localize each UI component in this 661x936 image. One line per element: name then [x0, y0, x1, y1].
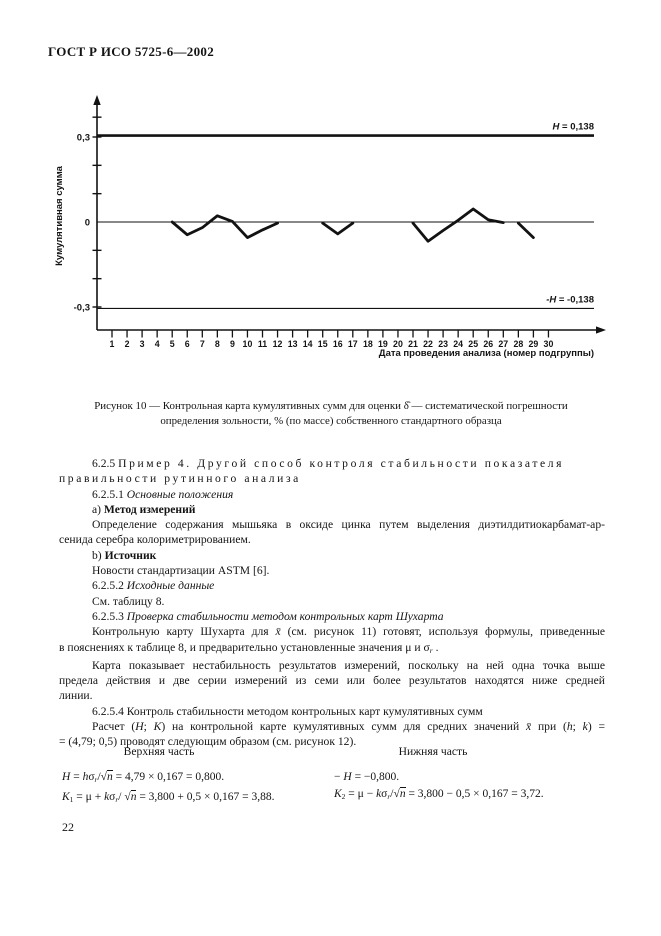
text-segment: Проверка стабильности методом контрольных карт Шухарта	[126, 609, 444, 623]
cusum-control-chart	[48, 94, 614, 379]
text-segment: r	[94, 775, 98, 784]
x-tick-label: 4	[154, 339, 160, 349]
x-tick-label: 3	[139, 339, 145, 349]
text-segment: 6.2.5	[92, 457, 119, 470]
y-tick-label: 0,3	[76, 132, 90, 144]
text-segment: x̄	[526, 720, 532, 734]
x-tick-label: 10	[242, 339, 253, 349]
formula-header-upper-part: Верхняя часть	[123, 745, 195, 758]
x-tick-label: 21	[408, 339, 418, 349]
text-segment: k	[376, 787, 382, 800]
text-segment: k	[582, 720, 588, 734]
x-tick-label: 15	[317, 339, 328, 349]
x-tick-label: 14	[302, 339, 313, 349]
text-line	[59, 704, 605, 719]
text-segment: 1	[69, 794, 74, 804]
text-segment: Расчет (	[92, 720, 136, 734]
x-axis-arrow-icon	[596, 326, 606, 333]
x-tick-label: 19	[378, 339, 388, 349]
y-tick-label: -0,3	[73, 302, 90, 314]
text-line	[59, 532, 605, 547]
text-segment: См. таблицу 8.	[92, 594, 165, 608]
x-tick-label: 28	[513, 339, 524, 349]
text-segment: K	[62, 790, 70, 803]
text-line	[59, 594, 605, 609]
text-segment: x̄	[275, 625, 281, 639]
text-segment: σ	[109, 790, 116, 803]
text-segment: 6.2.5.2	[92, 579, 127, 593]
text-segment: сенида серебра колориметрированием.	[59, 533, 251, 547]
text-segment: ;	[143, 720, 154, 734]
text-segment: H	[62, 771, 71, 783]
x-tick-label: 29	[528, 339, 539, 349]
page-number: 22	[62, 820, 74, 834]
text-segment: (см. рисунок 11) готовят, используя формулы, приведенные	[280, 625, 605, 639]
text-segment: предела действия и две серии измерений из семи или более результатов находятся ниже средней	[59, 674, 605, 688]
figure-caption-line-1: Рисунок 10 — Контрольная карта кумулятивных сумм для оценки δ̂ — систематической погрешности	[94, 400, 568, 412]
x-tick-label: 16	[332, 339, 343, 349]
text-line	[59, 609, 605, 624]
limit-line-label: -H = -0,138	[546, 294, 594, 306]
text-segment: при (	[531, 720, 567, 734]
text-segment: Контрольную карту Шухарта для	[92, 625, 276, 639]
text-segment: K	[334, 787, 342, 800]
text-segment: Новости стандартизации ASTM [6].	[92, 564, 270, 578]
x-tick-label: 12	[272, 339, 283, 349]
text-line	[62, 789, 275, 809]
text-segment: n	[130, 790, 137, 803]
text-segment: Пример 4. Другой способ контроля стабильности показателя	[118, 457, 565, 470]
text-line	[59, 578, 605, 593]
text-segment: σ	[88, 771, 95, 783]
text-segment: = μ −	[345, 787, 377, 800]
text-segment: −	[334, 771, 344, 783]
text-segment: / √	[118, 790, 131, 803]
text-segment: = 3,800 + 0,5 × 0,167 = 3,88.	[136, 790, 275, 803]
text-segment: .	[432, 640, 439, 654]
x-tick-label: 6	[184, 339, 190, 349]
cusum-line	[413, 209, 503, 241]
text-line	[334, 786, 544, 806]
text-segment: Источник	[104, 548, 157, 562]
limit-line-label: H = 0,138	[552, 121, 594, 133]
text-line	[59, 471, 605, 486]
formula-header-lower-part: Нижняя часть	[398, 745, 468, 758]
x-tick-label: 20	[393, 339, 403, 349]
text-line	[59, 688, 605, 703]
text-segment: /√	[390, 787, 400, 800]
text-segment: линии.	[59, 689, 93, 703]
text-line	[59, 673, 605, 688]
text-segment: правильности рутинного анализа	[59, 472, 301, 486]
x-tick-label: 11	[257, 339, 268, 349]
x-tick-label: 13	[287, 339, 298, 349]
text-segment: = (4,79; 0,5) проводят следующим образом (см. рисунок 12).	[59, 735, 357, 749]
text-segment: 6.2.5.3	[92, 609, 127, 623]
text-segment: 6.2.5.1	[92, 487, 127, 501]
text-segment: h	[566, 720, 573, 734]
text-segment: 2	[341, 791, 346, 801]
text-segment: а)	[92, 502, 104, 516]
text-segment: ) на контрольной карте кумулятивных сумм для средних значений	[161, 720, 526, 734]
y-tick-label: 0	[84, 217, 90, 229]
text-segment: в пояснениях к таблице 8, и предварительно установленные значения μ и σ	[59, 640, 430, 654]
text-segment: 6.2.5.4 Контроль стабильности методом контрольных карт кумулятивных сумм	[92, 704, 483, 718]
x-tick-label: 18	[362, 339, 373, 349]
text-line	[59, 658, 605, 673]
figure-caption	[48, 399, 614, 429]
text-segment: K	[153, 720, 162, 734]
cusum-line	[172, 216, 277, 238]
text-segment: ) =	[587, 720, 606, 734]
text-line	[59, 487, 605, 502]
figure-caption-line-2: определения зольности, % (по массе) собственного стандартного образца	[160, 415, 502, 427]
x-tick-label: 5	[169, 339, 175, 349]
text-segment: σ	[381, 787, 388, 800]
x-tick-label: 2	[124, 339, 130, 349]
text-line	[59, 502, 605, 517]
cusum-line	[323, 223, 353, 234]
body-text	[59, 456, 605, 750]
x-tick-label: 1	[109, 339, 115, 349]
text-segment: k	[104, 790, 110, 803]
x-tick-label: 9	[229, 339, 235, 349]
x-tick-label: 7	[199, 339, 205, 349]
text-segment: =	[70, 771, 83, 783]
text-segment: = −0,800.	[351, 771, 400, 783]
x-tick-label: 30	[543, 339, 554, 349]
text-line	[59, 456, 605, 471]
x-tick-label: 8	[214, 339, 220, 349]
text-segment: = 3,800 − 0,5 × 0,167 = 3,72.	[405, 787, 544, 800]
text-segment: n	[106, 771, 113, 783]
text-segment: r	[387, 791, 391, 801]
text-segment: Карта показывает нестабильность результатов измерений, поскольку на ней одна точка выше	[92, 658, 605, 672]
text-segment: = 4,79 × 0,167 = 0,800.	[112, 771, 225, 783]
x-tick-label: 27	[498, 339, 509, 349]
text-segment: H	[343, 771, 352, 783]
x-tick-label: 22	[423, 339, 433, 349]
y-axis-title: Кумулятивная сумма	[54, 166, 65, 266]
text-line	[59, 563, 605, 578]
text-segment: Основные положения	[126, 487, 234, 501]
x-axis-title: Дата проведения анализа (номер подгруппы)	[378, 348, 594, 359]
text-segment: r	[115, 794, 119, 804]
x-tick-label: 25	[468, 339, 479, 349]
text-segment: b)	[92, 548, 105, 562]
text-segment: r	[429, 645, 433, 655]
standard-number-header: ГОСТ Р ИСО 5725-6—2002	[48, 44, 215, 59]
x-tick-label: 26	[483, 339, 494, 349]
text-segment: /√	[97, 771, 107, 783]
text-segment: Исходные данные	[126, 579, 215, 593]
text-segment: n	[399, 787, 406, 800]
text-line	[62, 769, 275, 789]
text-line	[59, 517, 605, 532]
x-tick-label: 17	[347, 339, 358, 349]
x-tick-label: 23	[438, 339, 448, 349]
cusum-line	[518, 223, 533, 237]
formula-column-right	[334, 769, 544, 805]
text-segment: Определение содержания мышьяка в оксиде цинка путем выделения диэтилдитиокарбамат-ар-	[92, 518, 605, 532]
formula-column-left	[62, 769, 275, 808]
text-line	[59, 719, 605, 734]
text-line	[59, 640, 605, 658]
text-segment: = μ +	[73, 790, 105, 803]
text-segment: ;	[572, 720, 583, 734]
text-segment: H	[135, 720, 144, 734]
text-segment: h	[82, 771, 89, 783]
text-line	[59, 548, 605, 563]
text-line	[59, 624, 605, 639]
text-line	[334, 769, 544, 786]
y-axis-arrow-icon	[93, 95, 100, 105]
x-tick-label: 24	[453, 339, 464, 349]
text-segment: Метод измерений	[103, 502, 196, 516]
